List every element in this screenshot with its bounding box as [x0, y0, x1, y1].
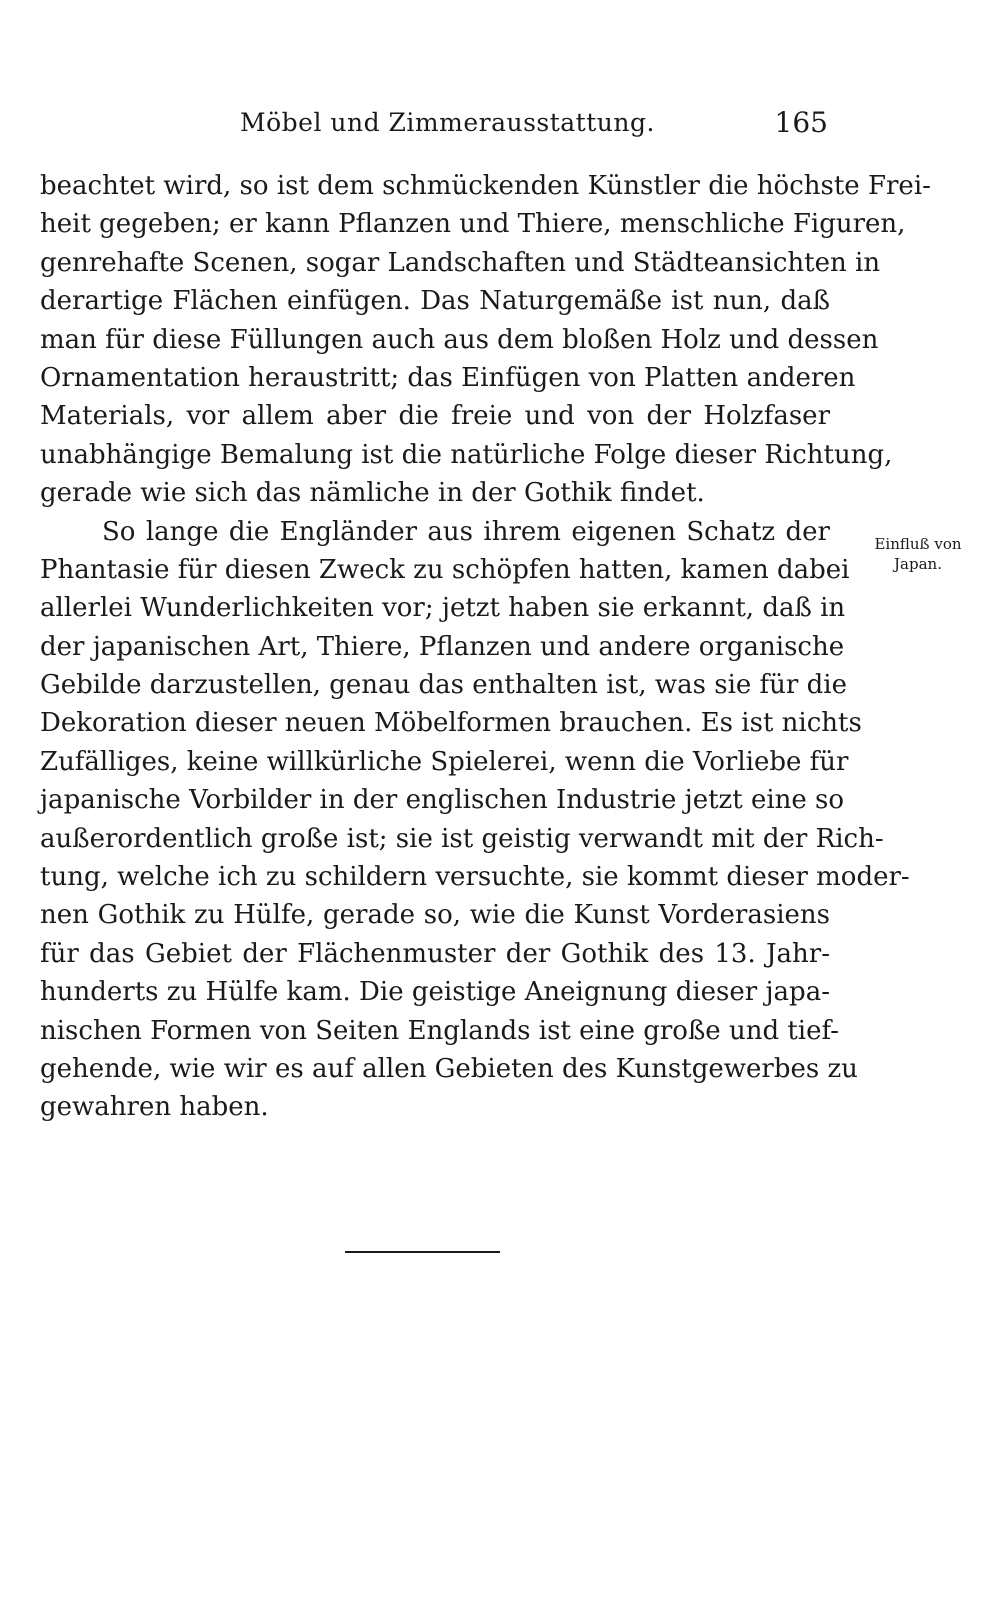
- text-line: Gebilde darzustellen, genau das enthalten ist, was sie für die: [40, 670, 847, 701]
- text-line: hunderts zu Hülfe kam. Die geistige Aneignung dieser japa-: [40, 977, 830, 1008]
- text-line: Ornamentation heraustritt; das Einfügen von Platten anderen: [40, 362, 856, 393]
- text-line: nen Gothik zu Hülfe, gerade so, wie die Kunst Vorderasiens: [40, 900, 830, 931]
- text-line: für das Gebiet der Flächenmuster der Gothik des 13. Jahr-: [40, 938, 830, 969]
- text-line: der japanischen Art, Thiere, Pflanzen und andere organische: [40, 631, 845, 662]
- text-line: unabhängige Bemalung ist die natürliche Folge dieser Richtung,: [40, 439, 893, 470]
- text-line: nischen Formen von Seiten Englands ist eine große und tief-: [40, 1015, 839, 1046]
- text-line: heit gegeben; er kann Pflanzen und Thiere, menschliche Figuren,: [40, 209, 906, 240]
- text-line: gehende, wie wir es auf allen Gebieten des Kunstgewerbes zu: [40, 1053, 858, 1084]
- text-line: außerordentlich große ist; sie ist geistig verwandt mit der Rich-: [40, 823, 884, 854]
- text-line: Zufälliges, keine willkürliche Spielerei, wenn die Vorliebe für: [40, 746, 849, 777]
- text-line-paragraph-start: So lange die Engländer aus ihrem eigenen Schatz der: [102, 516, 830, 547]
- text-line: Materials, vor allem aber die freie und von der Holzfaser: [40, 401, 830, 432]
- text-line: gewahren haben.: [40, 1092, 269, 1123]
- margin-note-line: Japan.: [894, 555, 942, 573]
- margin-note-line: Einfluß von: [874, 535, 962, 553]
- text-line: genrehafte Scenen, sogar Landschaften und Städteansichten in: [40, 247, 881, 278]
- text-line: beachtet wird, so ist dem schmückenden Künstler die höchste Frei-: [40, 171, 931, 201]
- page-number: 165: [774, 106, 828, 139]
- text-line: derartige Flächen einfügen. Das Naturgemäße ist nun, daß: [40, 286, 830, 317]
- text-line: allerlei Wunderlichkeiten vor; jetzt haben sie erkannt, daß in: [40, 593, 846, 624]
- text-line: japanische Vorbilder in der englischen Industrie jetzt eine so: [40, 785, 845, 816]
- text-line: man für diese Füllungen auch aus dem bloßen Holz und dessen: [40, 324, 879, 355]
- end-rule: [345, 1251, 500, 1253]
- text-line: tung, welche ich zu schildern versuchte, sie kommt dieser moder-: [40, 862, 910, 893]
- text-line: Phantasie für diesen Zweck zu schöpfen hatten, kamen dabei: [40, 554, 850, 585]
- running-title: Möbel und Zimmerausstattung.: [240, 108, 655, 137]
- margin-note: [848, 534, 988, 574]
- text-line: gerade wie sich das nämliche in der Gothik findet.: [40, 478, 705, 509]
- text-line: Dekoration dieser neuen Möbelformen brauchen. Es ist nichts: [40, 708, 862, 739]
